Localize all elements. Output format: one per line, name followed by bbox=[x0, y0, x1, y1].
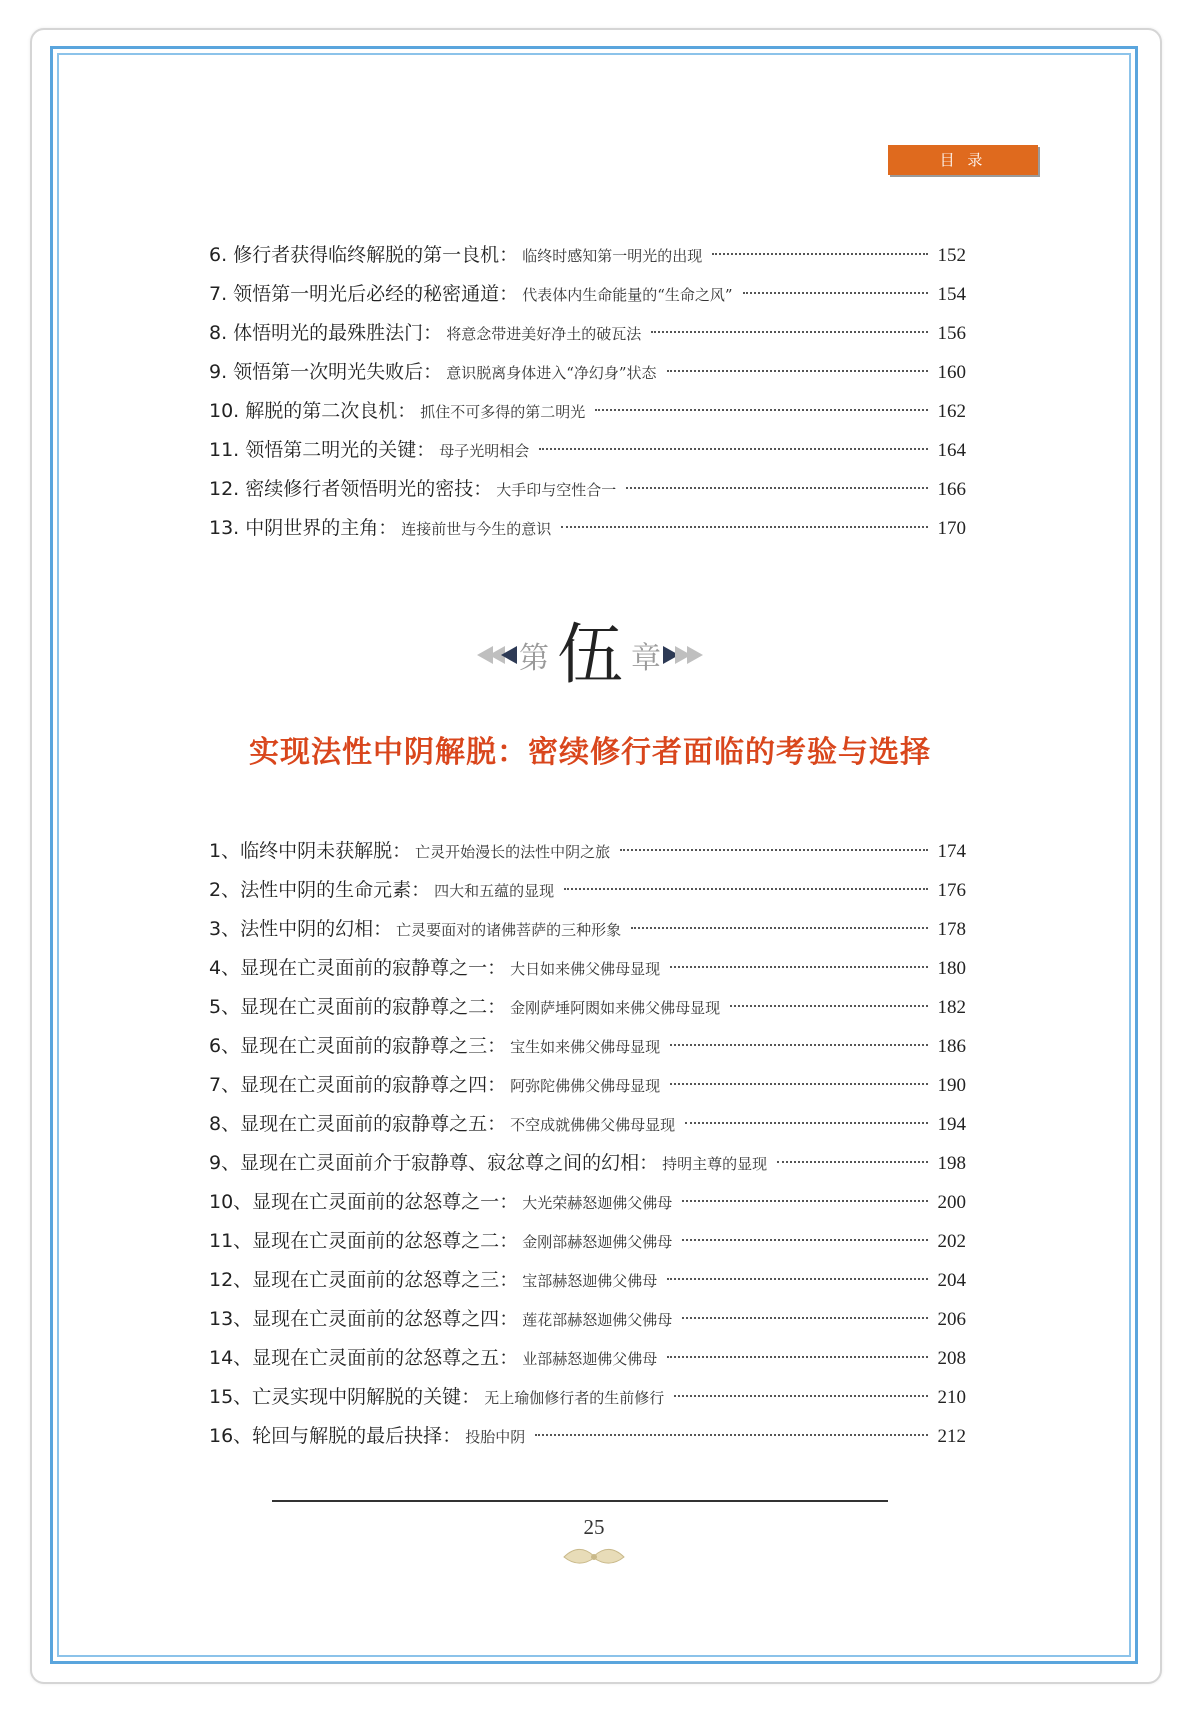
toc-entry-title: 9. 领悟第一次明光失败后 bbox=[209, 361, 424, 383]
toc-entry-leader bbox=[651, 331, 927, 333]
toc-list-top bbox=[209, 236, 966, 548]
toc-entry-separator: ： bbox=[378, 517, 398, 539]
toc-entry-leader bbox=[595, 409, 927, 411]
toc-entry-leader bbox=[682, 1317, 927, 1319]
toc-entry-subtitle: 临终时感知第一明光的出现 bbox=[522, 247, 703, 265]
toc-entry-title: 10. 解脱的第二次良机 bbox=[209, 400, 398, 422]
toc-entry-subtitle: 金刚部赫怒迦佛父佛母 bbox=[522, 1233, 673, 1251]
toc-entry-subtitle: 抓住不可多得的第二明光 bbox=[420, 403, 586, 421]
toc-entry-title: 14、显现在亡灵面前的忿怒尊之五 bbox=[209, 1347, 500, 1369]
toc-entry-page: 156 bbox=[937, 323, 966, 344]
toc-entry[interactable] bbox=[209, 1261, 966, 1300]
toc-entry-title: 13. 中阴世界的主角 bbox=[209, 517, 379, 539]
toc-entry-separator: ： bbox=[411, 879, 431, 901]
toc-entry-title: 11、显现在亡灵面前的忿怒尊之二 bbox=[209, 1230, 500, 1252]
toc-entry-page: 190 bbox=[937, 1075, 966, 1096]
toc-entry-title: 5、显现在亡灵面前的寂静尊之二 bbox=[209, 996, 488, 1018]
toc-entry-separator: ： bbox=[423, 322, 443, 344]
toc-entry-subtitle: 宝部赫怒迦佛父佛母 bbox=[522, 1272, 658, 1290]
toc-entry-title: 11. 领悟第二明光的关键 bbox=[209, 439, 417, 461]
toc-entry-separator: ： bbox=[392, 840, 412, 862]
toc-entry[interactable] bbox=[209, 832, 966, 871]
toc-entry-leader bbox=[777, 1161, 927, 1163]
toc-entry-subtitle: 四大和五蕴的显现 bbox=[434, 882, 555, 900]
toc-entry-subtitle: 大日如来佛父佛母显现 bbox=[510, 960, 661, 978]
toc-entry-leader bbox=[631, 927, 927, 929]
toc-entry-separator: ： bbox=[397, 400, 417, 422]
toc-entry[interactable] bbox=[209, 275, 966, 314]
toc-entry[interactable] bbox=[209, 314, 966, 353]
toc-entry[interactable] bbox=[209, 236, 966, 275]
toc-entry[interactable] bbox=[209, 949, 966, 988]
toc-entry-subtitle: 不空成就佛佛父佛母显现 bbox=[510, 1116, 676, 1134]
toc-entry-subtitle: 大手印与空性合一 bbox=[496, 481, 617, 499]
toc-entry-separator: ： bbox=[442, 1425, 462, 1447]
toc-entry-page: 186 bbox=[937, 1036, 966, 1057]
chapter-prefix: 第 bbox=[519, 641, 549, 676]
toc-entry-subtitle: 宝生如来佛父佛母显现 bbox=[510, 1038, 661, 1056]
toc-entry-page: 154 bbox=[937, 284, 966, 305]
toc-entry-subtitle: 业部赫怒迦佛父佛母 bbox=[522, 1350, 658, 1368]
toc-entry-title: 1、临终中阴未获解脱 bbox=[209, 840, 393, 862]
toc-entry-leader bbox=[712, 253, 927, 255]
toc-entry-subtitle: 投胎中阴 bbox=[465, 1428, 526, 1446]
toc-entry-title: 6、显现在亡灵面前的寂静尊之三 bbox=[209, 1035, 488, 1057]
toc-entry[interactable] bbox=[209, 1339, 966, 1378]
chapter-numeral: 伍 bbox=[557, 616, 623, 693]
toc-entry-title: 12、显现在亡灵面前的忿怒尊之三 bbox=[209, 1269, 500, 1291]
toc-entry[interactable] bbox=[209, 1027, 966, 1066]
toc-entry[interactable] bbox=[209, 1066, 966, 1105]
toc-entry-subtitle: 意识脱离身体进入“净幻身”状态 bbox=[446, 364, 657, 382]
toc-entry-separator: ： bbox=[499, 1191, 519, 1213]
toc-entry-subtitle: 持明主尊的显现 bbox=[662, 1155, 768, 1173]
toc-entry-page: 182 bbox=[937, 997, 966, 1018]
toc-entry-page: 210 bbox=[937, 1387, 966, 1408]
toc-entry-subtitle: 连接前世与今生的意识 bbox=[401, 520, 552, 538]
toc-entry-separator: ： bbox=[499, 244, 519, 266]
toc-entry-title: 13、显现在亡灵面前的忿怒尊之四 bbox=[209, 1308, 500, 1330]
toc-entry-separator: ： bbox=[499, 283, 519, 305]
toc-entry-leader bbox=[539, 448, 927, 450]
toc-entry[interactable] bbox=[209, 509, 966, 548]
toc-entry-page: 166 bbox=[937, 479, 966, 500]
toc-entry-leader bbox=[730, 1005, 927, 1007]
toc-entry-separator: ： bbox=[461, 1386, 481, 1408]
toc-entry[interactable] bbox=[209, 1300, 966, 1339]
toc-entry[interactable] bbox=[209, 1183, 966, 1222]
toc-entry-separator: ： bbox=[487, 996, 507, 1018]
toc-entry-page: 152 bbox=[937, 245, 966, 266]
toc-entry-subtitle: 阿弥陀佛佛父佛母显现 bbox=[510, 1077, 661, 1095]
toc-entry-leader bbox=[682, 1239, 927, 1241]
toc-entry-separator: ： bbox=[473, 478, 493, 500]
toc-entry-page: 206 bbox=[937, 1309, 966, 1330]
toc-entry[interactable] bbox=[209, 431, 966, 470]
toc-entry-title: 16、轮回与解脱的最后抉择 bbox=[209, 1425, 443, 1447]
toc-entry-separator: ： bbox=[487, 1035, 507, 1057]
toc-entry-title: 8. 体悟明光的最殊胜法门 bbox=[209, 322, 424, 344]
toc-entry-page: 176 bbox=[937, 880, 966, 901]
toc-entry-title: 6. 修行者获得临终解脱的第一良机 bbox=[209, 244, 500, 266]
toc-entry-leader bbox=[674, 1395, 927, 1397]
toc-entry-page: 170 bbox=[937, 518, 966, 539]
toc-entry-leader bbox=[670, 1044, 927, 1046]
toc-entry[interactable] bbox=[209, 392, 966, 431]
toc-entry-page: 162 bbox=[937, 401, 966, 422]
toc-entry-title: 15、亡灵实现中阴解脱的关键 bbox=[209, 1386, 462, 1408]
toc-entry[interactable] bbox=[209, 470, 966, 509]
toc-entry[interactable] bbox=[209, 1144, 966, 1183]
toc-entry-page: 200 bbox=[937, 1192, 966, 1213]
toc-entry-leader bbox=[620, 849, 927, 851]
chapter-heading-mark bbox=[430, 610, 750, 700]
toc-entry-page: 198 bbox=[937, 1153, 966, 1174]
toc-entry-subtitle: 金刚萨埵阿閦如来佛父佛母显现 bbox=[510, 999, 721, 1017]
toc-entry-subtitle: 亡灵开始漫长的法性中阴之旅 bbox=[415, 843, 611, 861]
toc-entry-separator: ： bbox=[373, 918, 393, 940]
toc-entry-subtitle: 母子光明相会 bbox=[439, 442, 530, 460]
left-arrows-ornament bbox=[477, 646, 513, 664]
toc-entry-leader bbox=[670, 1083, 927, 1085]
toc-entry[interactable] bbox=[209, 1105, 966, 1144]
toc-entry-leader bbox=[667, 1356, 927, 1358]
toc-entry-title: 8、显现在亡灵面前的寂静尊之五 bbox=[209, 1113, 488, 1135]
section-label-tab: 目 录 bbox=[888, 145, 1038, 175]
toc-entry-separator: ： bbox=[639, 1152, 659, 1174]
toc-entry-title: 10、显现在亡灵面前的忿怒尊之一 bbox=[209, 1191, 500, 1213]
toc-entry-page: 202 bbox=[937, 1231, 966, 1252]
chapter-suffix: 章 bbox=[631, 641, 661, 676]
footer-ornament-icon bbox=[560, 1545, 628, 1567]
toc-entry-leader bbox=[667, 1278, 927, 1280]
toc-entry[interactable] bbox=[209, 1378, 966, 1417]
toc-entry-separator: ： bbox=[499, 1230, 519, 1252]
toc-entry-separator: ： bbox=[499, 1347, 519, 1369]
toc-entry-leader bbox=[682, 1200, 927, 1202]
toc-list-bottom bbox=[209, 832, 966, 1456]
toc-entry-page: 194 bbox=[937, 1114, 966, 1135]
toc-entry-page: 204 bbox=[937, 1270, 966, 1291]
toc-entry-leader bbox=[561, 526, 927, 528]
toc-entry-page: 178 bbox=[937, 919, 966, 940]
toc-entry-leader bbox=[743, 292, 928, 294]
toc-entry-leader bbox=[670, 966, 927, 968]
page-number: 25 bbox=[583, 1515, 605, 1539]
toc-entry[interactable] bbox=[209, 910, 966, 949]
toc-entry-separator: ： bbox=[416, 439, 436, 461]
chapter-title: 实现法性中阴解脱：密续修行者面临的考验与选择 bbox=[249, 735, 931, 770]
toc-entry-subtitle: 莲花部赫怒迦佛父佛母 bbox=[522, 1311, 673, 1329]
toc-entry-page: 208 bbox=[937, 1348, 966, 1369]
toc-entry-separator: ： bbox=[499, 1308, 519, 1330]
toc-entry-separator: ： bbox=[487, 957, 507, 979]
toc-entry-separator: ： bbox=[499, 1269, 519, 1291]
toc-entry-title: 3、法性中阴的幻相 bbox=[209, 918, 374, 940]
toc-entry-subtitle: 无上瑜伽修行者的生前修行 bbox=[484, 1389, 665, 1407]
toc-entry-subtitle: 亡灵要面对的诸佛菩萨的三种形象 bbox=[396, 921, 622, 939]
toc-entry-title: 9、显现在亡灵面前介于寂静尊、寂忿尊之间的幻相 bbox=[209, 1152, 640, 1174]
toc-entry[interactable] bbox=[209, 871, 966, 910]
toc-entry[interactable] bbox=[209, 1222, 966, 1261]
toc-entry-leader bbox=[535, 1434, 927, 1436]
toc-entry-page: 160 bbox=[937, 362, 966, 383]
right-arrows-ornament bbox=[667, 646, 703, 664]
toc-entry-subtitle: 将意念带进美好净土的破瓦法 bbox=[446, 325, 642, 343]
toc-entry[interactable] bbox=[209, 988, 966, 1027]
toc-entry-separator: ： bbox=[487, 1074, 507, 1096]
toc-entry-title: 12. 密续修行者领悟明光的密技 bbox=[209, 478, 474, 500]
toc-entry-title: 7、显现在亡灵面前的寂静尊之四 bbox=[209, 1074, 488, 1096]
toc-entry-title: 4、显现在亡灵面前的寂静尊之一 bbox=[209, 957, 488, 979]
toc-entry-subtitle: 大光荣赫怒迦佛父佛母 bbox=[522, 1194, 673, 1212]
toc-entry-title: 7. 领悟第一明光后必经的秘密通道 bbox=[209, 283, 500, 305]
toc-entry[interactable] bbox=[209, 353, 966, 392]
footer-rule bbox=[272, 1500, 888, 1502]
toc-entry-leader bbox=[667, 370, 928, 372]
toc-entry-separator: ： bbox=[487, 1113, 507, 1135]
toc-entry-separator: ： bbox=[423, 361, 443, 383]
toc-entry-page: 174 bbox=[937, 841, 966, 862]
toc-entry-leader bbox=[685, 1122, 927, 1124]
toc-entry-leader bbox=[564, 888, 927, 890]
toc-entry-page: 180 bbox=[937, 958, 966, 979]
toc-entry-subtitle: 代表体内生命能量的“生命之风” bbox=[522, 286, 733, 304]
toc-entry-leader bbox=[626, 487, 927, 489]
toc-entry-page: 212 bbox=[937, 1426, 966, 1447]
toc-entry[interactable] bbox=[209, 1417, 966, 1456]
toc-entry-title: 2、法性中阴的生命元素 bbox=[209, 879, 412, 901]
toc-entry-page: 164 bbox=[937, 440, 966, 461]
